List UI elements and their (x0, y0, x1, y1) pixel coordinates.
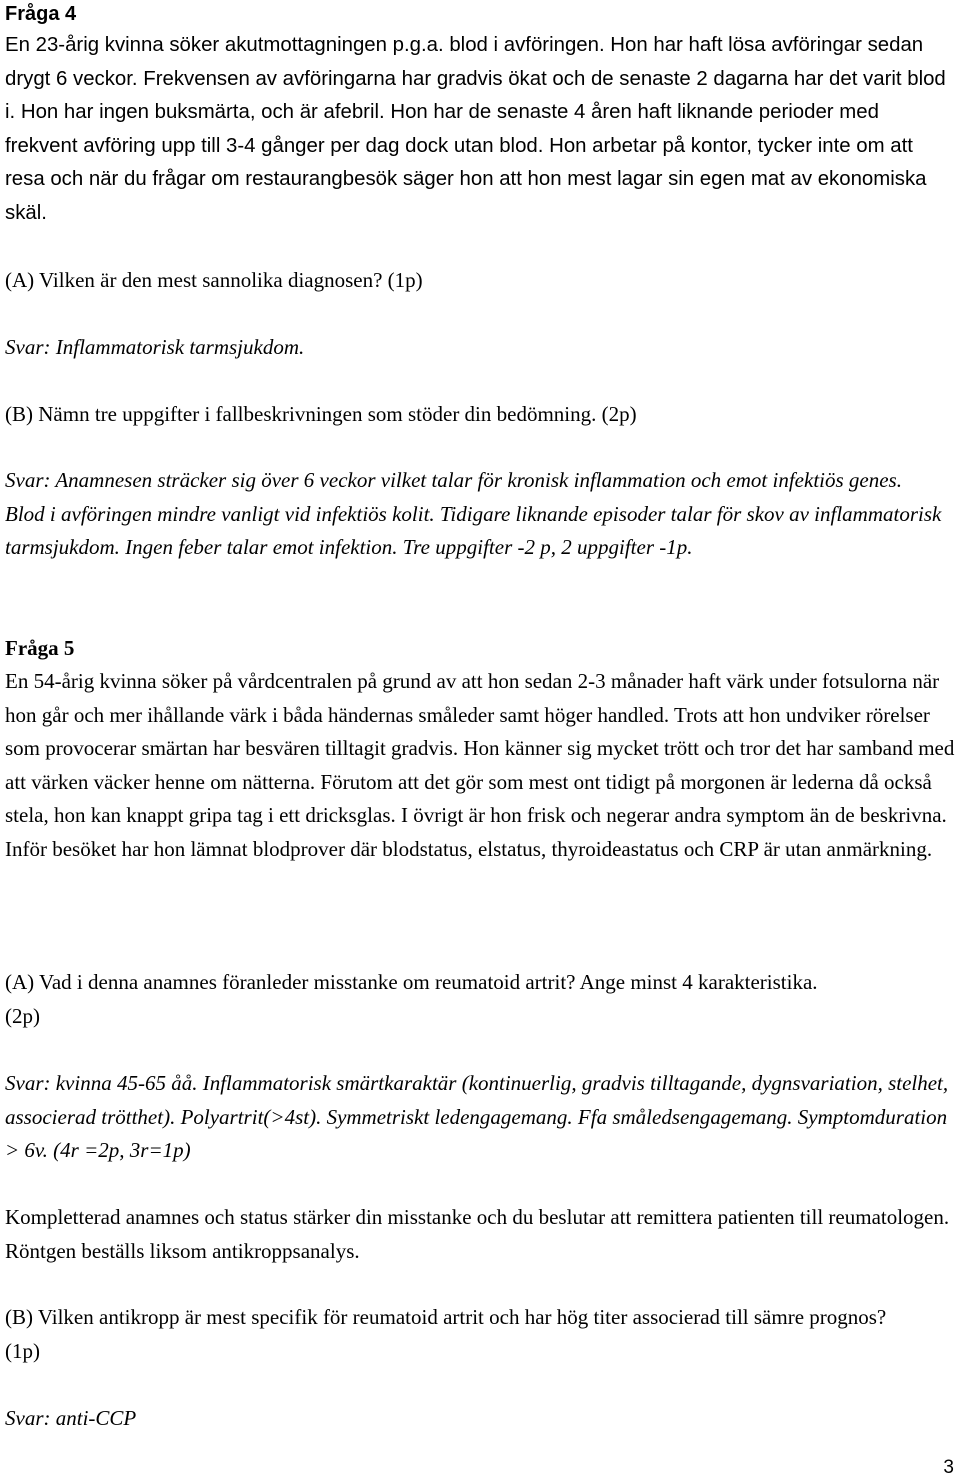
question-4-answer-b: Svar: Anamnesen sträcker sig över 6 veckor vilket talar för kronisk inflammation och emot infektiös genes. Blod i avföringen mindre vanligt vid infektiös kolit. Tidigare liknande episoder talar för skov av inflammatorisk tarmsjukdom. Ingen feber talar emot infektion. Tre uppgifter -2 p, 2 uppgifter -1p. (5, 468, 942, 559)
question-4-case-text: En 23-årig kvinna söker akutmottagningen p.g.a. blod i avföringen. Hon har haft lösa avföringar sedan drygt 6 veckor. Frekvensen av avföringarna har gradvis ökat och de senaste 2 dagarna har det varit blod i. Hon har ingen buksmärta, och är afebril. Hon har de senaste 4 åren haft liknande perioder med frekvent avföring upp till 3-4 gånger per dag dock utan blod. Hon arbetar på kontor, tycker inte om att resa och när du frågar om restaurangbesök säger hon att hon mest lagar sin egen mat av ekonomiska skäl. (5, 34, 946, 224)
question-4-answer-a: Svar: Inflammatorisk tarmsjukdom. (5, 335, 305, 359)
question-5-part-b: (B) Vilken antikropp är mest specifik för reumatoid artrit och har hög titer associerad till sämre prognos? (1p) (5, 1305, 887, 1363)
question-4-part-a: (A) Vilken är den mest sannolika diagnosen? (1p) (5, 268, 423, 292)
question-5-answer-b: Svar: anti-CCP (5, 1406, 137, 1430)
page-number: 3 (943, 1457, 954, 1478)
question-5-answer-a: Svar: kvinna 45-65 åå. Inflammatorisk smärtkaraktär (kontinuerlig, gradvis tilltagande, dygnsvariation, stelhet, associerad trötthet). Polyartrit(>4st). Symmetriskt ledengagemang. Ffa småledsengagemang. Symptomduration > 6v. (4r =2p, 3r=1p) (5, 1071, 949, 1162)
question-4-part-b: (B) Nämn tre uppgifter i fallbeskrivningen som stöder din bedömning. (2p) (5, 402, 637, 426)
question-5-followup-text: Kompletterad anamnes och status stärker din misstanke och du beslutar att remittera patienten till reumatologen. Röntgen beställs liksom antikroppsanalys. (5, 1205, 950, 1263)
question-5-title: Fråga 5 (5, 636, 75, 660)
question-5-case-text: En 54-årig kvinna söker på vårdcentralen på grund av att hon sedan 2-3 månader haft värk under fotsulorna när hon går och mer ihållande värk i båda händernas småleder samt höger handled. Trots att hon undviker rörelser som provocerar smärtan har besvären tilltagit gradvis. Hon känner sig mycket trött och tror det har samband med att värken väcker henne om nätterna. Förutom att det gör som mest ont tidigt på morgonen är lederna då också stela, hon kan knappt gripa tag i ett dricksglas. I övrigt är hon frisk och negerar andra symptom än de beskrivna. Inför besöket har hon lämnat blodprover där blodstatus, elstatus, thyroideastatus och CRP är utan anmärkning. (5, 669, 955, 861)
question-4-title: Fråga 4 (5, 3, 77, 25)
question-5-part-a: (A) Vad i denna anamnes föranleder misstanke om reumatoid artrit? Ange minst 4 karakteristika. (2p) (5, 970, 818, 1028)
